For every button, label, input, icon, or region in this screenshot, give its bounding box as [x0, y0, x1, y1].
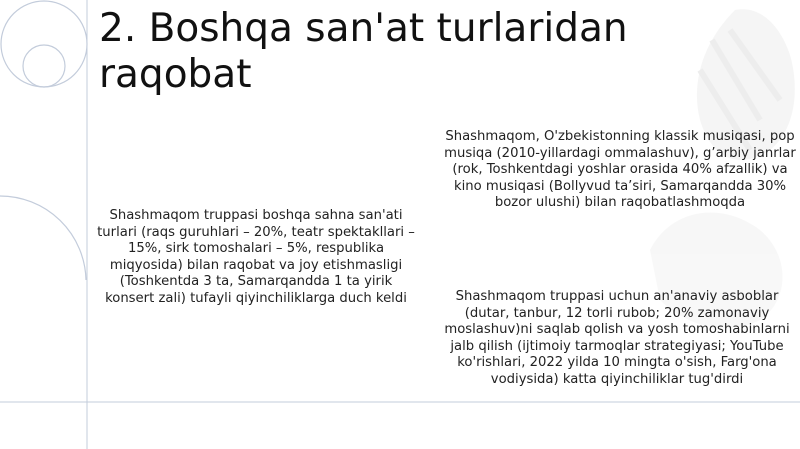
text-block-traditional-instruments: Shashmaqom truppasi uchun an'anaviy asboblar (dutar, tanbur, 12 torli rubob; 20% zamonaviy moslashuv)ni saqlab qolish va yosh tomoshabinlarni jalb qilish (ijtimoiy tarmoqlar strategiyasi; YouTube ko'rishlari, 2022 yilda 10 mingta o'sish, Farg'ona vodiysida) katta qiyinchiliklar tug'dirdi	[444, 289, 790, 387]
decorative-arc	[0, 196, 86, 280]
slide-title: 2. Boshqa san'at turlaridan raqobat	[99, 6, 628, 97]
decorative-circle-small	[23, 45, 65, 87]
text-block-competition-venues: Shashmaqom truppasi boshqa sahna san'ati turlari (raqs guruhlari – 20%, teatr spektakllari – 15%, sirk tomoshalari – 5%, respublika miqyosida) bilan raqobat va joy etishmasligi (Toshkentda 3 ta, Samarqandda 1 ta yirik konsert zali) tufayli qiyinchiliklarga duch keldi	[97, 208, 415, 306]
decorative-circle-large	[1, 1, 87, 87]
text-block-music-genres: Shashmaqom, O'zbekistonning klassik musiqasi, pop musiqa (2010-yillardagi ommalashuv), g’arbiy janrlar (rok, Toshkentdagi yoshlar orasida 40% afzallik) va kino musiqasi (Bollyvud ta’siri, Samarqandda 30% bozor ulushi) bilan raqobatlashmoqda	[444, 129, 796, 211]
